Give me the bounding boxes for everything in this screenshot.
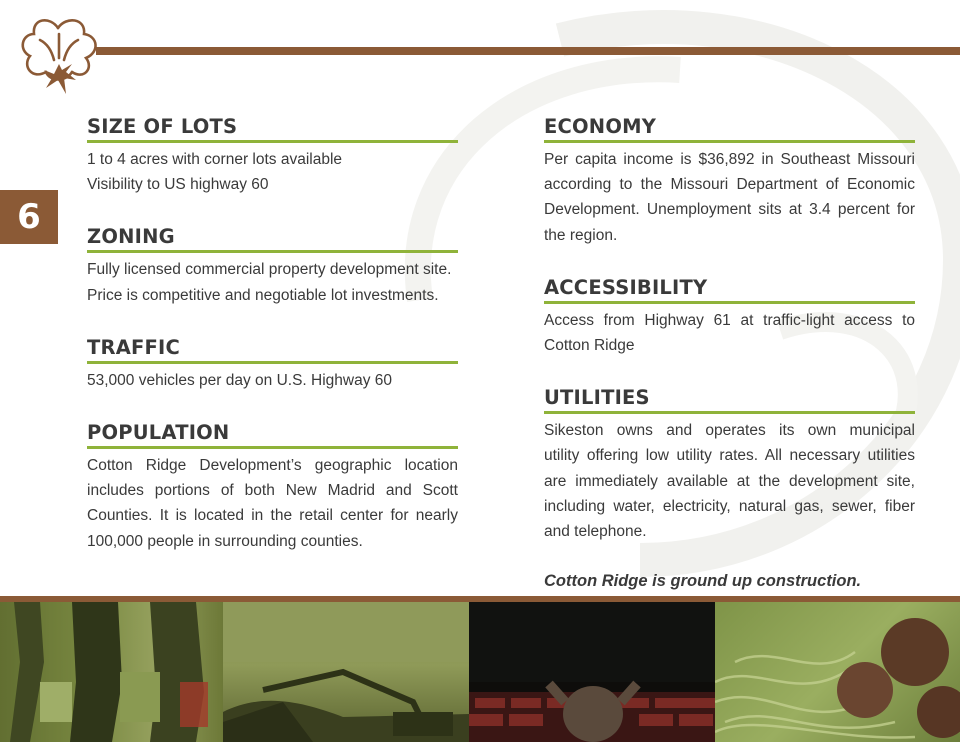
left-column <box>87 114 458 554</box>
text-line: utility offering low utility rates. All necessary utilities <box>544 447 915 465</box>
cotton-boll-logo-icon <box>14 14 104 98</box>
traffic-section <box>87 335 458 393</box>
text-line: Per capita income is $36,892 in Southeast Missouri <box>544 151 915 168</box>
accessibility-heading: ACCESSIBILITY <box>544 275 915 304</box>
text-line: Fully licensed commercial property development site. <box>87 261 452 279</box>
header-rule <box>96 47 960 55</box>
economy-section <box>544 114 915 248</box>
size-of-lots-text <box>87 147 458 197</box>
text-line: 1 to 4 acres with corner lots available <box>87 151 343 168</box>
text-line: Development. Unemployment sits at 3.4 percent for <box>544 201 915 219</box>
utilities-section <box>544 385 915 544</box>
text-line: includes portions of both New Madrid and Scott <box>87 482 458 500</box>
excavator-photo-icon <box>223 602 469 742</box>
utilities-heading: UTILITIES <box>544 385 915 414</box>
size-of-lots-heading: SIZE OF LOTS <box>87 114 458 143</box>
text-line: Visibility to US highway 60 <box>87 176 269 194</box>
right-column <box>544 114 915 591</box>
photo-strip <box>0 602 960 742</box>
text-line: and telephone. <box>544 523 647 541</box>
economy-heading: ECONOMY <box>544 114 915 143</box>
text-line: 100,000 people in surrounding counties. <box>87 532 363 550</box>
accessibility-section <box>544 275 915 358</box>
text-line: Counties. It is located in the retail center for nearly <box>87 507 458 525</box>
economy-text <box>544 147 915 248</box>
pasta-meatballs-photo-icon <box>715 602 960 742</box>
population-text <box>87 453 458 554</box>
text-line: according to the Missouri Department of Economic <box>544 176 915 194</box>
size-of-lots-section <box>87 114 458 197</box>
zoning-text <box>87 257 458 307</box>
population-section <box>87 420 458 554</box>
text-line: including water, electricity, natural gas, sewer, fiber <box>544 497 915 515</box>
traffic-heading: TRAFFIC <box>87 335 458 364</box>
movie-theater-photo-icon <box>469 602 715 742</box>
text-line: Cotton Ridge <box>544 337 635 355</box>
text-line: the region. <box>544 226 618 244</box>
text-line: Cotton Ridge Development’s geographic location <box>87 457 458 475</box>
text-line: are immediately available at the development site, <box>544 472 915 490</box>
page-number: 6 <box>0 190 58 244</box>
population-heading: POPULATION <box>87 420 458 449</box>
text-line: Access from Highway 61 at traffic-light access to <box>544 311 915 329</box>
zoning-section <box>87 224 458 307</box>
zoning-heading: ZONING <box>87 224 458 253</box>
shoppers-photo-icon <box>0 602 223 742</box>
text-line: 53,000 vehicles per day on U.S. Highway 60 <box>87 371 393 389</box>
tagline: Cotton Ridge is ground up construction. <box>544 572 862 591</box>
utilities-text <box>544 418 915 544</box>
traffic-text <box>87 368 458 393</box>
accessibility-text <box>544 308 915 358</box>
text-line: Price is competitive and negotiable lot investments. <box>87 286 439 304</box>
text-line: Sikeston owns and operates its own municipal <box>544 422 915 440</box>
